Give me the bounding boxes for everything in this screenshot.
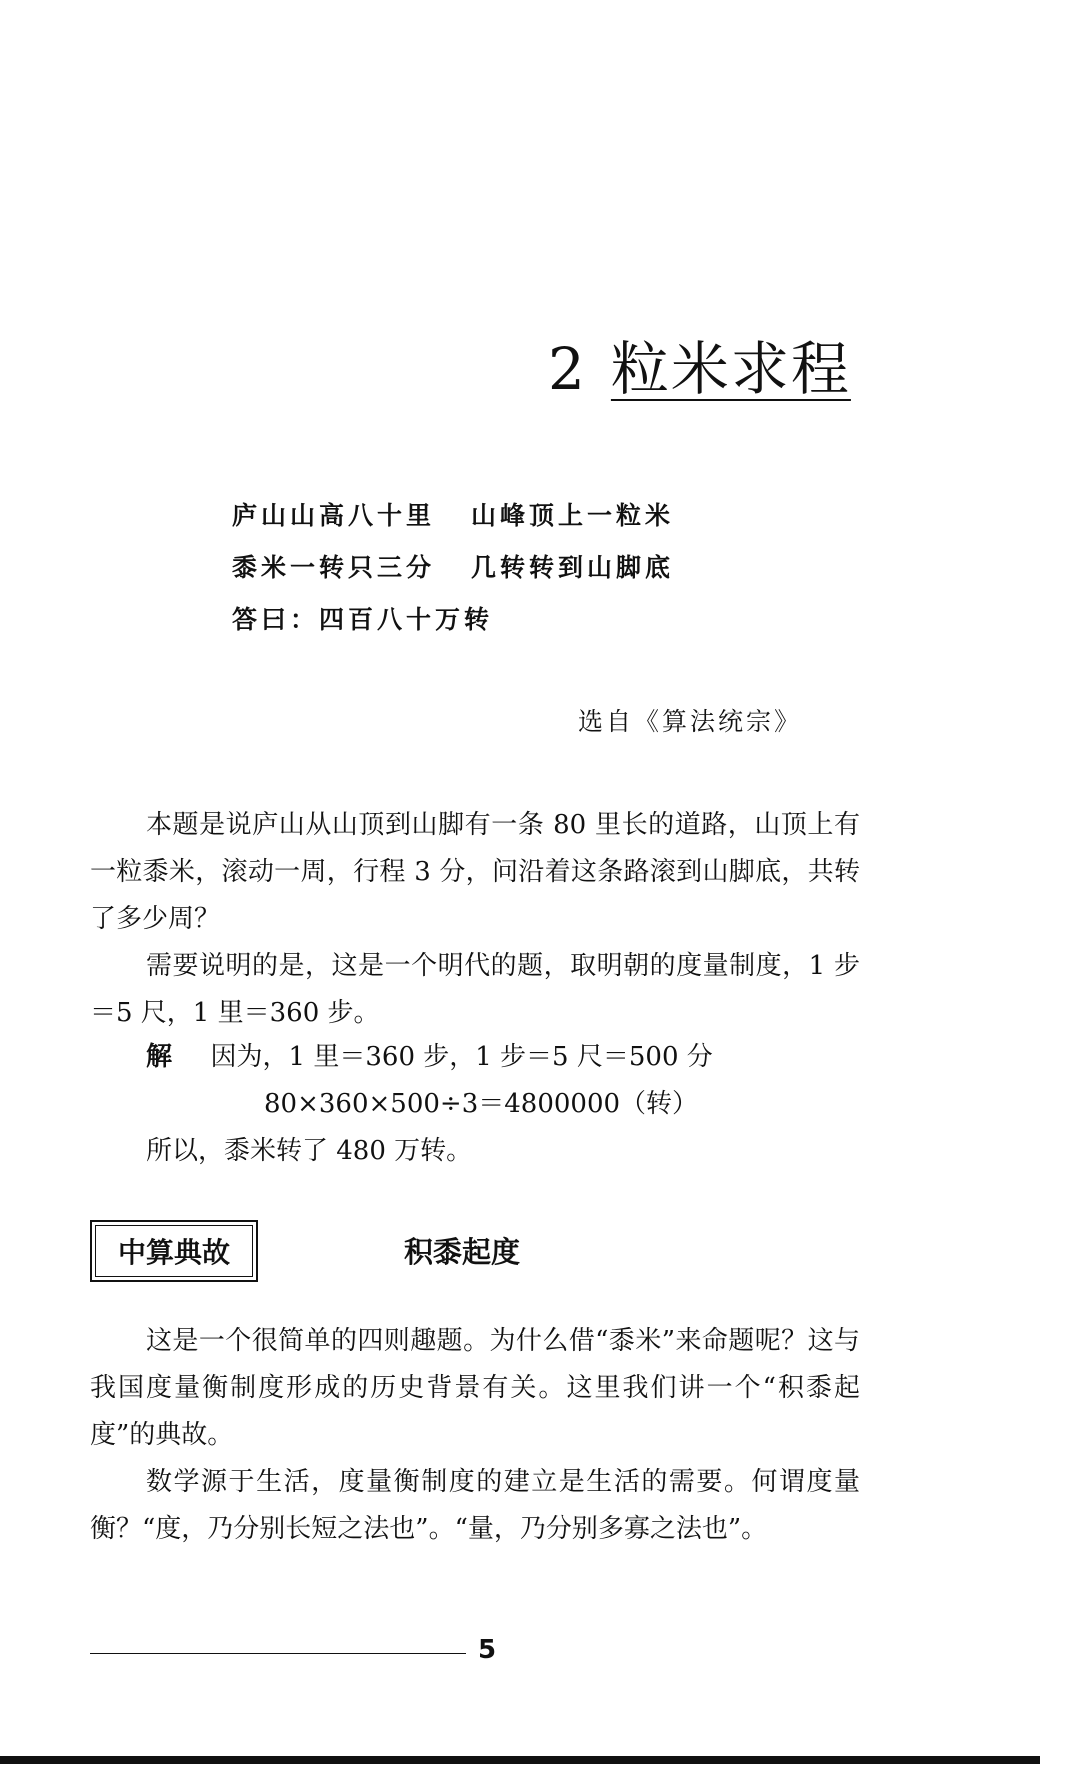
chapter-title-text: 粒米求程 (610, 335, 851, 403)
poem-line-1 (232, 496, 674, 532)
solution-text: 因为，1 里＝360 步，1 步＝5 尺＝500 分 (210, 1042, 713, 1072)
poem-line-1b: 山峰顶上一粒米 (471, 501, 675, 530)
poem-line-2a: 黍米一转只三分 (232, 553, 436, 582)
section-badge-label: 中算典故 (95, 1225, 253, 1277)
poem-answer: 答曰：四百八十万转 (232, 605, 494, 634)
solution-label: 解 (146, 1042, 173, 1072)
story-paragraph-1: 这是一个很简单的四则趣题。为什么借“黍米”来命题呢？这与我国度量衡制度形成的历史背景有关。这里我们讲一个“积黍起度”的典故。 (90, 1326, 860, 1450)
page-number: 5 (478, 1635, 497, 1665)
equation: 80×360×500÷3＝4800000（转） (264, 1089, 699, 1119)
problem-paragraph: 本题是说庐山从山顶到山脚有一条 80 里长的道路，山顶上有一粒黍米，滚动一周，行程 3 分，问沿着这条路滚到山脚底，共转了多少周？ (90, 810, 860, 934)
story-paragraph-2: 数学源于生活，度量衡制度的建立是生活的需要。何谓度量衡？“度，乃分别长短之法也”。“量，乃分别多寡之法也”。 (90, 1467, 860, 1544)
measurement-paragraph: 需要说明的是，这是一个明代的题，取明朝的度量制度，1 步＝5 尺，1 里＝360 步。 (90, 951, 860, 1028)
section-badge (90, 1220, 258, 1282)
bottom-border (0, 1756, 1040, 1764)
source-citation: 选自《算法统宗》 (578, 707, 803, 736)
poem-line-1a: 庐山山高八十里 (232, 501, 436, 530)
poem-line-2 (232, 548, 674, 584)
footer-rule (90, 1653, 466, 1654)
conclusion: 所以，黍米转了 480 万转。 (146, 1136, 473, 1166)
poem-line-2b: 几转转到山脚底 (471, 553, 675, 582)
section-title: 积黍起度 (404, 1235, 521, 1269)
solution-line (146, 1036, 713, 1073)
chapter-number: 2 (548, 335, 587, 403)
chapter-title (548, 322, 851, 406)
